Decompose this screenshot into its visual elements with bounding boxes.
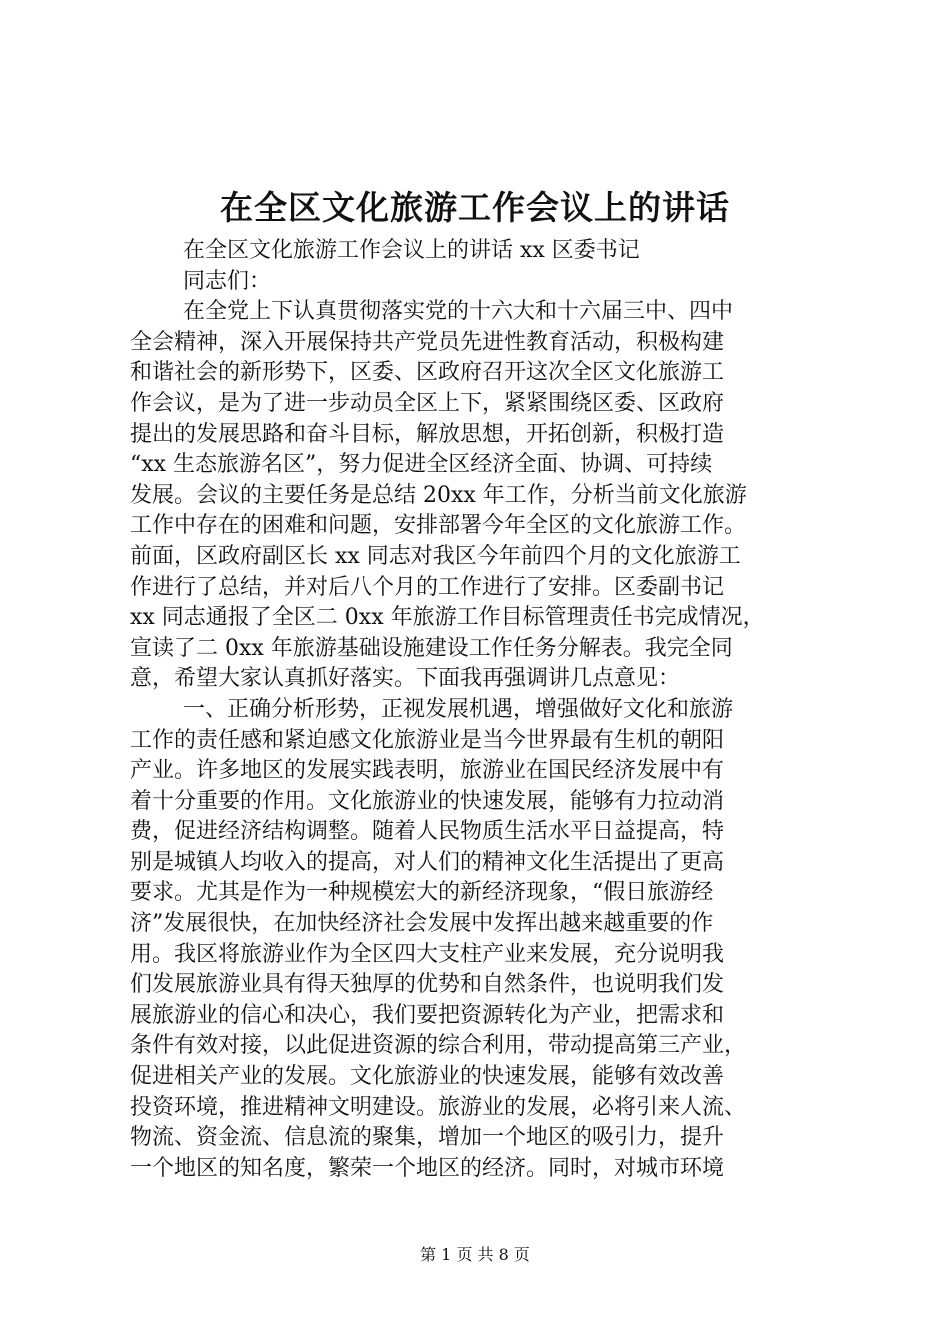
text-line: “xx 生态旅游名区”，努力促进全区经济全面、协调、可持续 [130, 452, 713, 478]
text-line: 提出的发展思路和奋斗目标，解放思想，开拓创新，积极打造 [130, 421, 725, 447]
text-line: 物流、资金流、信息流的聚集，增加一个地区的吸引力，提升 [130, 1125, 725, 1151]
text-line: 费，促进经济结构调整。随着人民物质生活水平日益提高，特 [130, 819, 725, 845]
document-title: 在全区文化旅游工作会议上的讲话 [220, 188, 730, 227]
text-line: 在全区文化旅游工作会议上的讲话 xx 区委书记 [183, 238, 640, 263]
text-line: 同志们： [183, 268, 272, 294]
document-body [130, 236, 830, 1184]
text-line: 济”发展很快，在加快经济社会发展中发挥出越来越重要的作 [130, 911, 714, 937]
text-line: 工作的责任感和紧迫感文化旅游业是当今世界最有生机的朝阳 [130, 727, 725, 753]
text-line: 条件有效对接，以此促进资源的综合利用，带动提高第三产业， [130, 1033, 747, 1059]
text-line: 展旅游业的信心和决心，我们要把资源转化为产业，把需求和 [130, 1002, 725, 1028]
text-line: xx 同志通报了全区二 0xx 年旅游工作目标管理责任书完成情况， [130, 605, 765, 631]
text-line: 要求。尤其是作为一种规模宏大的新经济现象，“假日旅游经 [130, 880, 714, 906]
text-line: 产业。许多地区的发展实践表明，旅游业在国民经济发展中有 [130, 758, 725, 784]
page-footer: 第 1 页 共 8 页 [420, 1245, 530, 1264]
text-line: 作会议，是为了进一步动员全区上下，紧紧围绕区委、区政府 [130, 390, 725, 416]
text-line: 们发展旅游业具有得天独厚的优势和自然条件，也说明我们发 [130, 972, 725, 998]
text-line: 意，希望大家认真抓好落实。下面我再强调讲几点意见： [130, 666, 681, 692]
text-line: 投资环境，推进精神文明建设。旅游业的发展，必将引来人流、 [130, 1094, 747, 1120]
text-line: 用。我区将旅游业作为全区四大支柱产业来发展，充分说明我 [130, 941, 725, 967]
text-line: 别是城镇人均收入的提高，对人们的精神文化生活提出了更高 [130, 849, 725, 875]
text-line: 发展。会议的主要任务是总结 20xx 年工作，分析当前文化旅游 [130, 482, 747, 508]
text-line: 前面，区政府副区长 xx 同志对我区今年前四个月的文化旅游工 [130, 543, 741, 569]
text-line: 作进行了总结，并对后八个月的工作进行了安排。区委副书记 [130, 574, 725, 600]
text-line: 宣读了二 0xx 年旅游基础设施建设工作任务分解表。我完全同 [130, 635, 733, 661]
text-line: 一、正确分析形势，正视发展机遇，增强做好文化和旅游 [183, 696, 734, 722]
text-line: 工作中存在的困难和问题，安排部署今年全区的文化旅游工作。 [130, 513, 747, 539]
text-line: 一个地区的知名度，繁荣一个地区的经济。同时，对城市环境 [130, 1155, 725, 1181]
text-line: 促进相关产业的发展。文化旅游业的快速发展，能够有效改善 [130, 1064, 725, 1090]
text-line: 和谐社会的新形势下，区委、区政府召开这次全区文化旅游工 [130, 360, 725, 386]
text-line: 着十分重要的作用。文化旅游业的快速发展，能够有力拉动消 [130, 788, 725, 814]
text-line: 在全党上下认真贯彻落实党的十六大和十六届三中、四中 [183, 299, 734, 325]
text-line: 全会精神，深入开展保持共产党员先进性教育活动，积极构建 [130, 329, 725, 355]
